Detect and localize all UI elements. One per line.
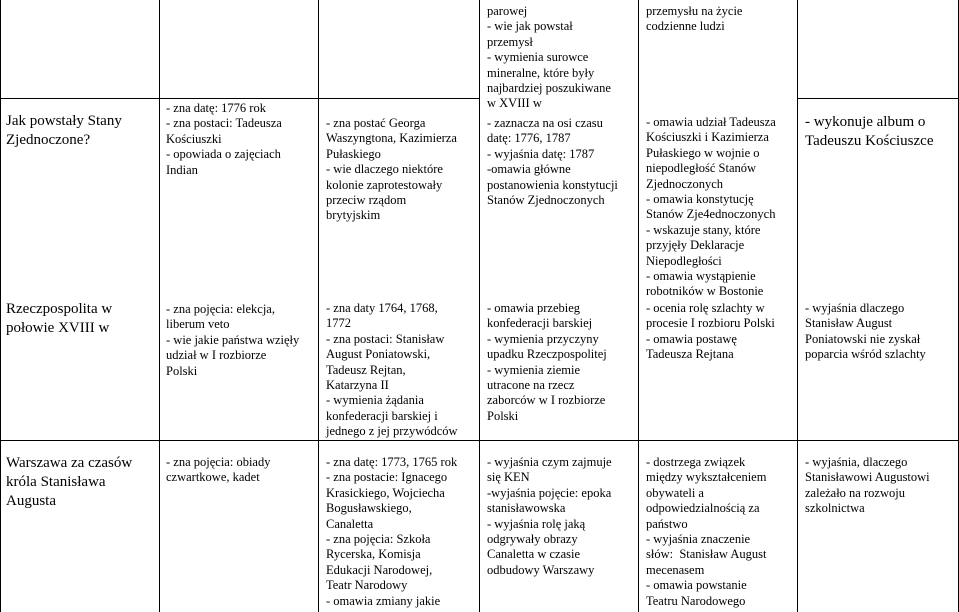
requirements-cell: - zna pojęcia: elekcja, liberum veto - wie jakie państwa wzięły udział w I rozbiorze Polski — [166, 302, 300, 378]
requirements-cell: - omawia przebieg konfederacji barskiej - wymienia przyczyny upadku Rzeczpospolitej - wymienia ziemie utracone na rzecz zaborców w I rozbiorze Polski — [487, 301, 607, 423]
row-line — [797, 98, 959, 99]
row-line — [0, 440, 959, 441]
requirements-cell: - ocenia rolę szlachty w procesie I rozbioru Polski - omawia postawę Tadeusza Rejtana — [646, 301, 775, 362]
column-line — [797, 0, 798, 612]
column-line — [159, 0, 160, 612]
requirements-cell: - wyjaśnia czym zajmuje się KEN -wyjaśnia pojęcie: epoka stanisławowska - wyjaśnia rolę jaką odgrywały obrazy Canaletta w czasie odbudowy Warszawy — [487, 455, 612, 577]
requirements-cell: - wykonuje album o Tadeuszu Kościuszce — [805, 114, 934, 149]
requirements-cell: - zna datę: 1776 rok - zna postaci: Tadeusza Kościuszki - opowiada o zajęciach Indian — [166, 101, 282, 177]
requirements-cell: przemysłu na życie codzienne ludzi — [646, 4, 743, 34]
requirements-cell: - dostrzega związek między wykształceniem obywateli a odpowiedzialnością za państwo - wyjaśnia znaczenie słów: Stanisław August mecenasem - omawia powstanie Teatru Narodowego — [646, 455, 767, 608]
requirements-cell: - zna postać Georga Waszyngtona, Kazimierza Pułaskiego - wie dlaczego niektóre kolonie zaprotestowały przeciw rządom brytyjskim — [326, 116, 457, 223]
requirements-cell: - zaznacza na osi czasu datę: 1776, 1787 - wyjaśnia datę: 1787 -omawia główne postanowienia konstytucji Stanów Zjednoczonych — [487, 116, 618, 208]
row-line — [0, 98, 479, 99]
requirements-cell: - zna datę: 1773, 1765 rok - zna postacie: Ignacego Krasickiego, Wojciecha Bogusławskiego, Canaletta - zna pojęcia: Szkoła Rycerska, Komisja Edukacji Narodowej, Teatr Narodowy - omawia zmiany jakie — [326, 455, 458, 608]
requirements-cell: - wyjaśnia dlaczego Stanisław August Poniatowski nie zyskał poparcia wśród szlachty — [805, 301, 926, 362]
requirements-cell: - omawia udział Tadeusza Kościuszki i Kazimierza Pułaskiego w wojnie o niepodległość Stanów Zjednoczonych - omawia konstytucję Stanów Zje4ednoczonych - wskazuje stany, które przyjęły Deklaracje Niepodległości - omawia wystąpienie robotników w Bostonie — [646, 115, 776, 299]
topic-cell: Rzeczpospolita w połowie XVIII w — [6, 301, 113, 336]
topic-cell: Jak powstały Stany Zjednoczone? — [6, 113, 122, 148]
requirements-cell: - zna pojęcia: obiady czwartkowe, kadet — [166, 455, 271, 485]
requirements-cell: - zna daty 1764, 1768, 1772 - zna postaci: Stanisław August Poniatowski, Tadeusz Rejtan, Katarzyna II - wymienia żądania konfederacji barskiej i jednego z jej przywódców — [326, 301, 458, 439]
requirements-cell: - wyjaśnia, dlaczego Stanisławowi Augustowi zależało na rozwoju szkolnictwa — [805, 455, 930, 516]
requirements-cell: parowej - wie jak powstał przemysł - wymienia surowce mineralne, które były najbardziej poszukiwane w XVIII w — [487, 4, 611, 111]
column-line — [0, 0, 1, 612]
column-line — [479, 0, 480, 612]
column-line — [638, 0, 639, 612]
column-line — [318, 0, 319, 612]
topic-cell: Warszawa za czasów króla Stanisława Augusta — [6, 455, 133, 509]
